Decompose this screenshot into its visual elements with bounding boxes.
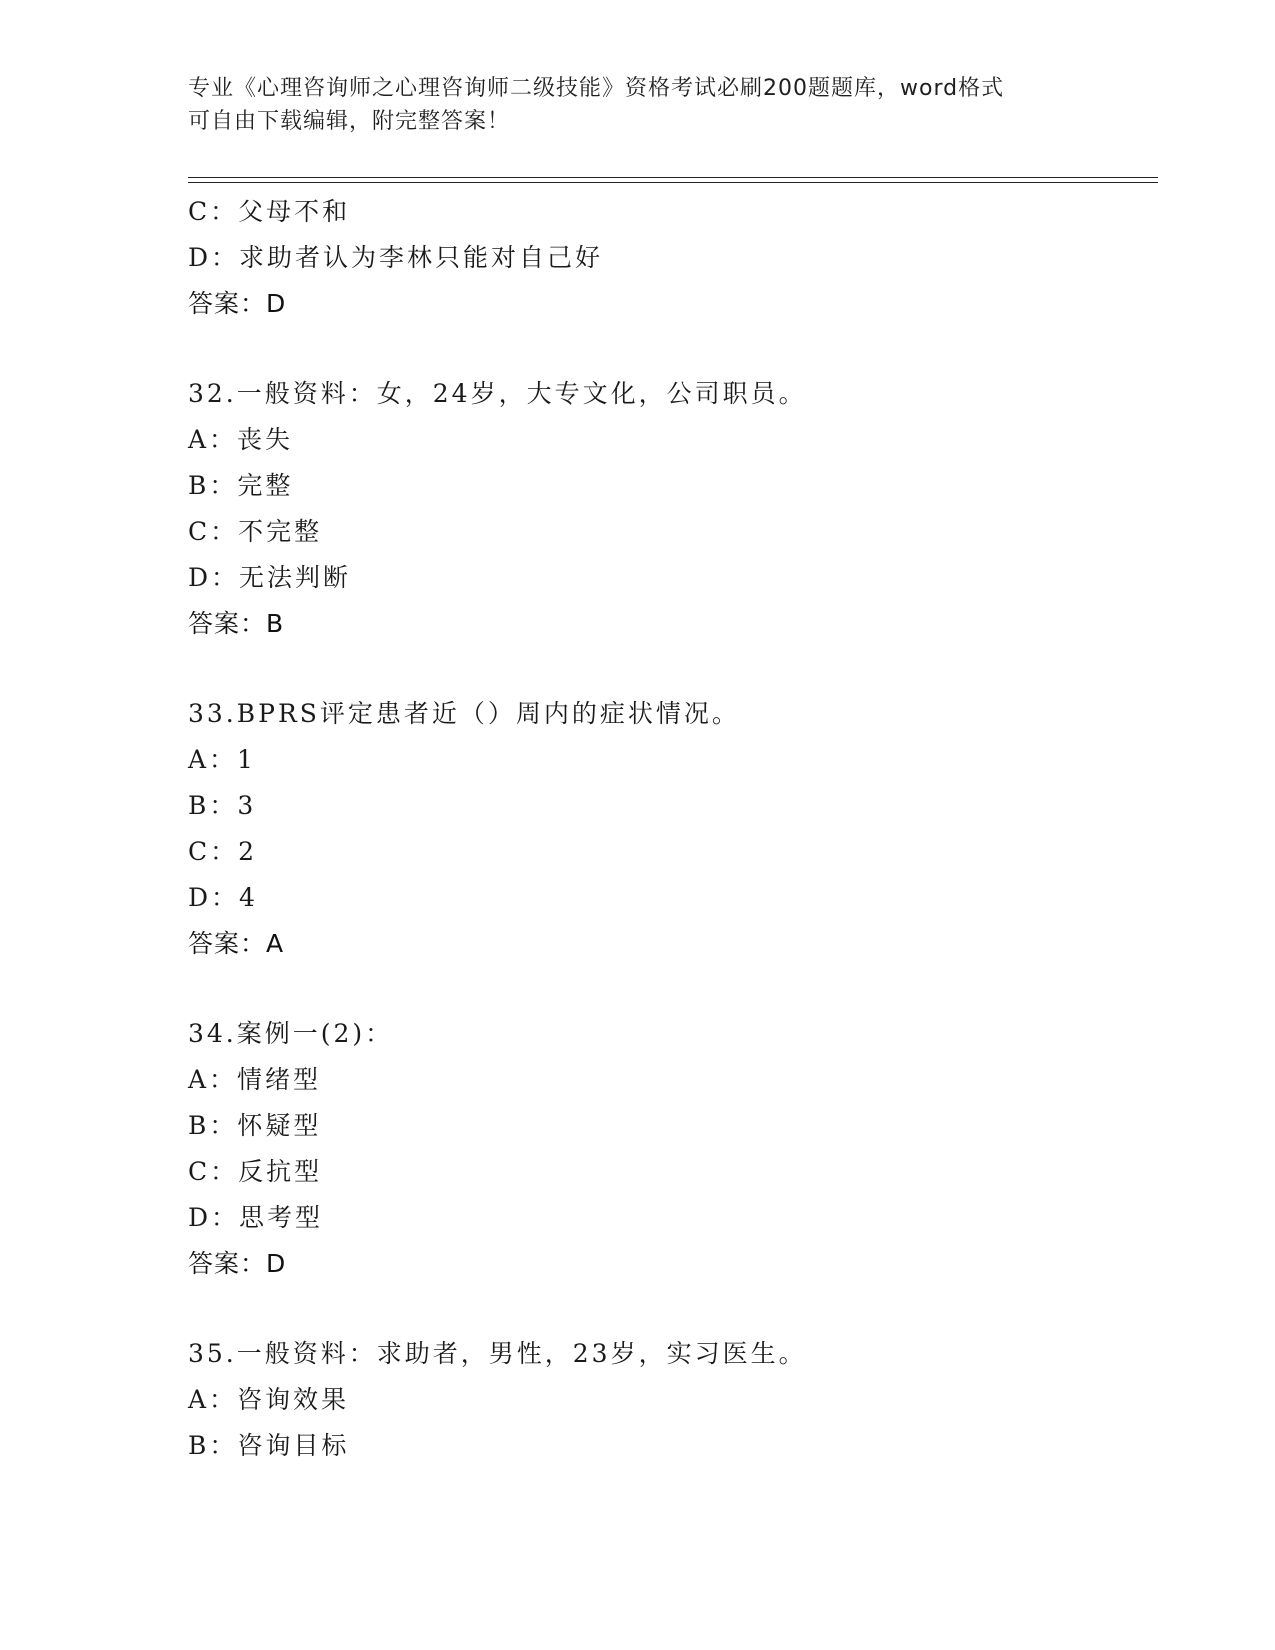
question-stem: 35.一般资料：求助者，男性，23岁，实习医生。 bbox=[188, 1339, 807, 1368]
answer-line: 答案：B bbox=[188, 609, 285, 638]
question-33 bbox=[188, 691, 1188, 967]
question-35 bbox=[188, 1331, 1188, 1469]
header-divider-top bbox=[188, 177, 1158, 178]
option-b: B：完整 bbox=[188, 471, 294, 500]
option-c: C：不完整 bbox=[188, 517, 323, 546]
answer-line: 答案：A bbox=[188, 929, 285, 958]
question-stem: 32.一般资料：女，24岁，大专文化，公司职员。 bbox=[188, 379, 807, 408]
question-32 bbox=[188, 371, 1188, 647]
option-d: D：无法判断 bbox=[188, 563, 352, 592]
spacer bbox=[188, 647, 1188, 691]
option-c: C：父母不和 bbox=[188, 197, 351, 226]
spacer bbox=[188, 1287, 1188, 1331]
answer-line: 答案：D bbox=[188, 289, 287, 318]
option-d: D：思考型 bbox=[188, 1203, 324, 1232]
header-title-line-1: 专业《心理咨询师之心理咨询师二级技能》资格考试必刷200题题库，word格式 bbox=[188, 76, 1005, 101]
option-d: D：求助者认为李林只能对自己好 bbox=[188, 243, 604, 272]
option-b: B：3 bbox=[188, 791, 257, 820]
option-c: C：反抗型 bbox=[188, 1157, 323, 1186]
question-31-continued bbox=[188, 189, 1188, 327]
answer-line: 答案：D bbox=[188, 1249, 287, 1278]
option-c: C：2 bbox=[188, 837, 258, 866]
spacer bbox=[188, 327, 1188, 371]
question-stem: 33.BPRS评定患者近（）周内的症状情况。 bbox=[188, 699, 740, 728]
header-title-line-2: 可自由下载编辑，附完整答案！ bbox=[188, 109, 511, 134]
question-stem: 34.案例一(2)： bbox=[188, 1019, 394, 1048]
option-b: B：咨询目标 bbox=[188, 1431, 350, 1460]
option-b: B：怀疑型 bbox=[188, 1111, 322, 1140]
option-a: A：丧失 bbox=[188, 425, 294, 454]
option-a: A：1 bbox=[188, 745, 256, 774]
document-header bbox=[188, 72, 1088, 138]
spacer bbox=[188, 967, 1188, 1011]
question-list bbox=[188, 189, 1188, 1469]
option-d: D：4 bbox=[188, 883, 258, 912]
option-a: A：咨询效果 bbox=[188, 1385, 350, 1414]
question-34 bbox=[188, 1011, 1188, 1287]
option-a: A：情绪型 bbox=[188, 1065, 322, 1094]
header-divider-bottom bbox=[188, 182, 1158, 183]
